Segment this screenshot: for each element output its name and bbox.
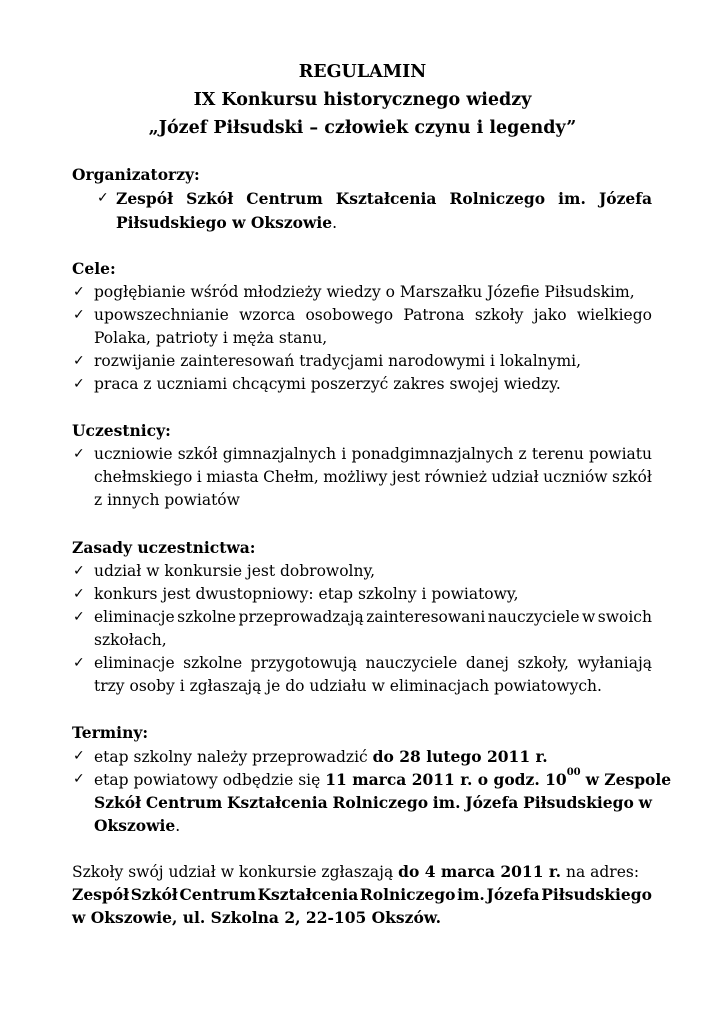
dates-item-2-text: etap powiatowy odbędzie się xyxy=(94,771,321,789)
title-contest: IX Konkursu historycznego wiedzy xyxy=(193,90,532,110)
check-icon: ✓ xyxy=(73,609,85,625)
word: nauczyciele xyxy=(487,608,580,626)
footer-address-line2: w Okszowie, ul. Szkolna 2, 22-105 Okszów. xyxy=(72,908,441,927)
rules-item-4-line2: trzy osoby i zgłaszają je do udziału w eliminacjach powiatowych. xyxy=(94,677,602,695)
word: szkół xyxy=(177,445,218,463)
rules-item-3-line2: szkołach, xyxy=(94,631,167,649)
place-name: Okszowie xyxy=(94,816,176,835)
word: Rolniczego xyxy=(449,189,546,208)
dates-item-2-line1 xyxy=(94,767,672,789)
word: osobowego xyxy=(305,306,394,324)
dates-item-2-line2 xyxy=(94,793,652,812)
check-icon: ✓ xyxy=(73,748,85,764)
word: im. xyxy=(558,189,586,208)
word: Szkół xyxy=(94,793,142,812)
participants-heading: Uczestnicy: xyxy=(72,421,171,440)
word: możliwy xyxy=(323,468,388,486)
registration-deadline: do 4 marca 2011 r. xyxy=(398,862,562,881)
word: przygotowują xyxy=(250,654,358,672)
word: chełmskiego xyxy=(94,468,193,486)
word: udział xyxy=(491,468,539,486)
goals-item-2-line1 xyxy=(94,306,652,324)
word: Józefa xyxy=(465,793,519,812)
participants-item-line1 xyxy=(94,445,652,463)
organizers-item-line1 xyxy=(116,189,652,208)
word: szkolne xyxy=(177,608,237,626)
word: szkoły, xyxy=(517,654,569,672)
word: Centrum xyxy=(179,885,256,904)
rules-item-4-line1 xyxy=(94,654,652,672)
dates-item-1 xyxy=(94,747,548,766)
organizer-name: Piłsudskiego w Okszowie xyxy=(116,213,333,232)
goals-heading: Cele: xyxy=(72,259,116,278)
word: im. xyxy=(432,793,461,812)
dates-heading: Terminy: xyxy=(72,723,149,742)
goals-item-4: praca z uczniami chcącymi poszerzyć zakres swojej wiedzy. xyxy=(94,375,561,393)
word: danej xyxy=(465,654,509,672)
word: szkół xyxy=(612,468,652,486)
check-icon: ✓ xyxy=(73,353,85,369)
title-motto: „Józef Piłsudski – człowiek czynu i legendy” xyxy=(148,118,577,138)
word: w xyxy=(638,793,652,812)
footer-registration xyxy=(72,862,639,881)
organizers-item-line2 xyxy=(116,213,337,232)
period: . xyxy=(175,817,181,835)
word: ponadgimnazjalnych xyxy=(351,445,514,463)
word: Patrona xyxy=(403,306,465,324)
word: jako xyxy=(533,306,567,324)
word: gimnazjalnych xyxy=(222,445,337,463)
word: Centrum xyxy=(246,189,323,208)
word: Piłsudskiego xyxy=(523,793,634,812)
title-regulamin: REGULAMIN xyxy=(298,62,427,82)
check-icon: ✓ xyxy=(73,284,85,300)
organizers-heading: Organizatorzy: xyxy=(72,165,200,184)
check-icon: ✓ xyxy=(97,190,109,206)
word: Centrum xyxy=(145,793,223,812)
check-icon: ✓ xyxy=(73,655,85,671)
word: eliminacje xyxy=(94,654,175,672)
check-icon: ✓ xyxy=(73,563,85,579)
word: Chełm, xyxy=(263,468,319,486)
word: terenu xyxy=(531,445,584,463)
dates-item-2-line3 xyxy=(94,816,180,835)
check-icon: ✓ xyxy=(73,586,85,602)
word: uczniów xyxy=(543,468,608,486)
word: miasta xyxy=(206,468,259,486)
school-stage-deadline: do 28 lutego 2011 r. xyxy=(372,747,548,766)
time-minutes: 00 xyxy=(566,767,581,778)
word: szkoły xyxy=(474,306,524,324)
word: wzorca xyxy=(239,306,296,324)
word: Szkół xyxy=(186,189,234,208)
check-icon: ✓ xyxy=(73,307,85,323)
goals-item-2-line2: Polaka, patrioty i męża stanu, xyxy=(94,329,328,347)
word: Rolniczego xyxy=(332,793,429,812)
participants-item-line2 xyxy=(94,468,652,486)
word: w xyxy=(582,608,596,626)
word: powiatu xyxy=(589,445,652,463)
check-icon: ✓ xyxy=(73,771,85,787)
word: Zespół xyxy=(116,189,174,208)
word: zainteresowani xyxy=(366,608,486,626)
period: . xyxy=(332,214,338,232)
word: szkolne xyxy=(183,654,243,672)
word: przeprowadzają xyxy=(238,608,364,626)
word: Rolniczego xyxy=(359,885,456,904)
word: Piłsudskiego xyxy=(541,885,652,904)
goals-item-3: rozwijanie zainteresowań tradycjami narodowymi i lokalnymi, xyxy=(94,352,582,370)
county-stage-place: w Zespole xyxy=(585,770,672,789)
word: nauczyciele xyxy=(365,654,458,672)
word: uczniowie xyxy=(94,445,173,463)
footer-address-line1 xyxy=(72,885,652,904)
word: swoich xyxy=(597,608,652,626)
word: eliminacje xyxy=(94,608,175,626)
word: Kształcenia xyxy=(257,885,359,904)
word: jest xyxy=(391,468,421,486)
county-stage-date: 11 marca 2011 r. o godz. 10 xyxy=(325,770,567,789)
word: i xyxy=(196,468,202,486)
word: Szkół xyxy=(130,885,178,904)
footer-text: Szkoły swój udział w konkursie zgłaszają xyxy=(72,863,394,881)
word: Zespół xyxy=(72,885,130,904)
rules-heading: Zasady uczestnictwa: xyxy=(72,538,256,557)
participants-item-line3: z innych powiatów xyxy=(94,491,240,509)
check-icon: ✓ xyxy=(73,376,85,392)
word: upowszechnianie xyxy=(94,306,229,324)
word: Kształcenia xyxy=(227,793,328,812)
rules-item-1: udział w konkursie jest dobrowolny, xyxy=(94,562,376,580)
word: im. xyxy=(457,885,485,904)
word: Józefa xyxy=(486,885,540,904)
check-icon: ✓ xyxy=(73,446,85,462)
rules-item-3-line1 xyxy=(94,608,652,626)
word: Kształcenia xyxy=(335,189,437,208)
word: wyłaniają xyxy=(577,654,652,672)
word: również xyxy=(424,468,487,486)
word: z xyxy=(518,445,527,463)
footer-text-end: na adres: xyxy=(565,863,640,881)
goals-item-1: pogłębianie wśród młodzieży wiedzy o Marszałku Józefie Piłsudskim, xyxy=(94,283,635,301)
word: wielkiego xyxy=(576,306,652,324)
word: i xyxy=(341,445,347,463)
word: Józefa xyxy=(598,189,652,208)
dates-item-1-text: etap szkolny należy przeprowadzić xyxy=(94,748,368,766)
rules-item-2: konkurs jest dwustopniowy: etap szkolny i powiatowy, xyxy=(94,585,519,603)
